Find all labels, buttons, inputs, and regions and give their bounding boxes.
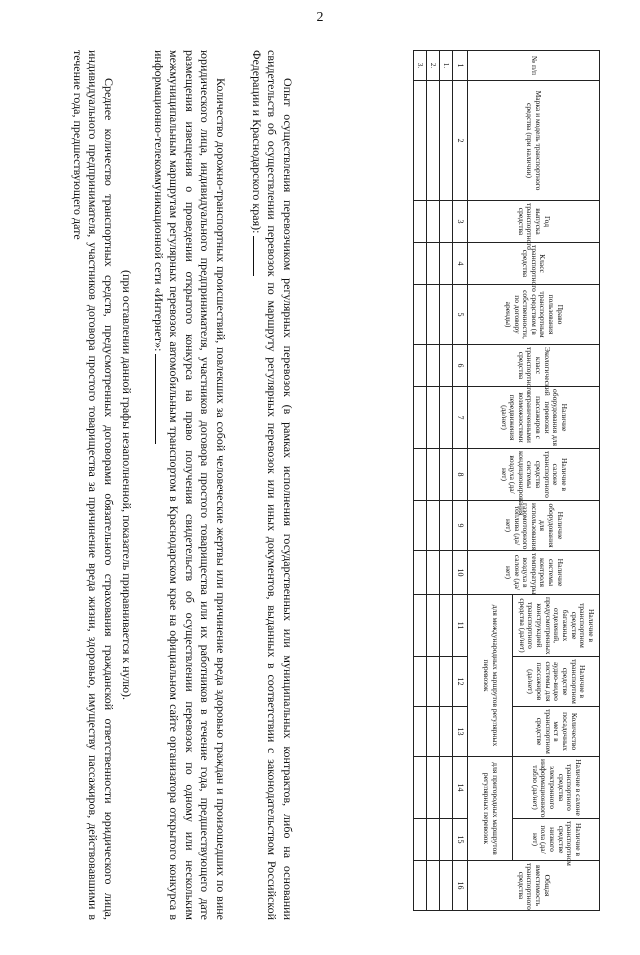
header-temperature-control: Наличие системы контроля температуры воздуха в салоне (да/нет) [468, 551, 600, 595]
column-number: 10 [453, 551, 468, 595]
header-low-floor: Наличие в транспортном средстве низкого пола (да/нет) [513, 819, 600, 861]
column-number: 2 [453, 81, 468, 201]
column-number: 9 [453, 501, 468, 551]
vehicles-paragraph: Среднее количество транспортных средств, предусмотренных договорами обязательного страхования гражданской ответственности юридического лица, индивидуального предпринимателя, участников договора простого товарищества за причинение вреда жизни, здоровью, имуществу пассажиров, действовавшими в течение года, предшествующего дате [71, 50, 116, 920]
accidents-blank [155, 354, 166, 444]
header-luggage: Наличие в транспортном средстве багажных отделений, предусмотренных конструкцией транспортного средства (да/нет) [513, 595, 600, 657]
header-ownership: Право пользования транспортным средством (в собственности, по договору аренды) [468, 285, 600, 345]
experience-blank [253, 236, 264, 276]
header-class: Класс транспортного средства [468, 243, 600, 285]
column-number: 12 [453, 657, 468, 707]
intl-group-label: для международных маршрутов регулярных перевозок [468, 595, 513, 757]
column-number: 4 [453, 243, 468, 285]
header-audio-video: Наличие в транспортном средстве аудио-видео системы для пассажиров (да/нет) [513, 657, 600, 707]
accidents-paragraph: Количество дорожно-транспортных происшествий, повлекших за собой человеческие жертвы или причинение вреда здоровью граждан и произошедших по вине юридического лица, индивидуального предпринимателя, участников договора простого товарищества или их работников в течение года, предшествующего дате размещения извещения о проведении открытого конкурса на право получения свидетельств об осуществлении перевозок по одному или нескольким межмуниципальным маршрутам регулярных перевозок автомобильным транспортом в Краснодарском крае на официальном сайте организатора открытого конкурса в информационно-телекоммуникационной сети «Интернет»: [152, 50, 228, 920]
header-info-board: Наличие в салоне транспортного средства электронного информационного табло (да/нет) [513, 757, 600, 819]
rotated-page [60, 50, 600, 955]
page-number: 2 [316, 10, 324, 25]
note-text: (при оставлении данной графы незаполненной, показатель приравнивается к нулю). [120, 269, 134, 701]
row-number: 2. [426, 51, 439, 81]
column-number: 13 [453, 707, 468, 757]
header-capacity: Общая вместимость транспортного средства [468, 861, 600, 911]
column-number: 8 [453, 449, 468, 501]
column-number: 1 [453, 51, 468, 81]
suburb-group-label: для пригородных маршрутов регулярных перевозок [468, 757, 513, 861]
column-number: 14 [453, 757, 468, 819]
header-disabled-equipment: Наличие оборудования для перевозки пассажиров с ограниченными возможностями передвижения (да/нет) [468, 387, 600, 449]
column-number: 3 [453, 201, 468, 243]
header-seats: Количество посадочных мест в транспортном средстве [513, 707, 600, 757]
vehicle-table [413, 50, 600, 911]
table-row [426, 51, 439, 911]
header-model: Марка и модель транспортного средства (при наличии) [468, 81, 600, 201]
column-number: 7 [453, 387, 468, 449]
row-number: 1. [439, 51, 452, 81]
header-year: Год выпуска транспортного средства [468, 201, 600, 243]
header-eco-class: Экологический класс транспортного средства [468, 345, 600, 387]
table-row [439, 51, 452, 911]
experience-paragraph: Опыт осуществления перевозчиком регулярных перевозок (в рамках исполнения государственных или муниципальных контрактов, либо на основании свидетельств об осуществлении перевозок по маршруту регулярных перевозок или иных документов, выданных в соответствии с законодательством Российской Федерации и Краснодарского края): [250, 50, 295, 920]
header-gas-fuel: Наличие оборудования для использования газомоторного топлива (да/нет) [468, 501, 600, 551]
header-air-conditioning: Наличие в салоне транспортного средства системы кондиционирования воздуха (да/нет) [468, 449, 600, 501]
column-number: 11 [453, 595, 468, 657]
column-number: 16 [453, 861, 468, 911]
column-number: 6 [453, 345, 468, 387]
header-num: № п/п [468, 51, 600, 81]
table-row [413, 51, 426, 911]
column-number: 5 [453, 285, 468, 345]
column-number: 15 [453, 819, 468, 861]
row-number: 3. [413, 51, 426, 81]
